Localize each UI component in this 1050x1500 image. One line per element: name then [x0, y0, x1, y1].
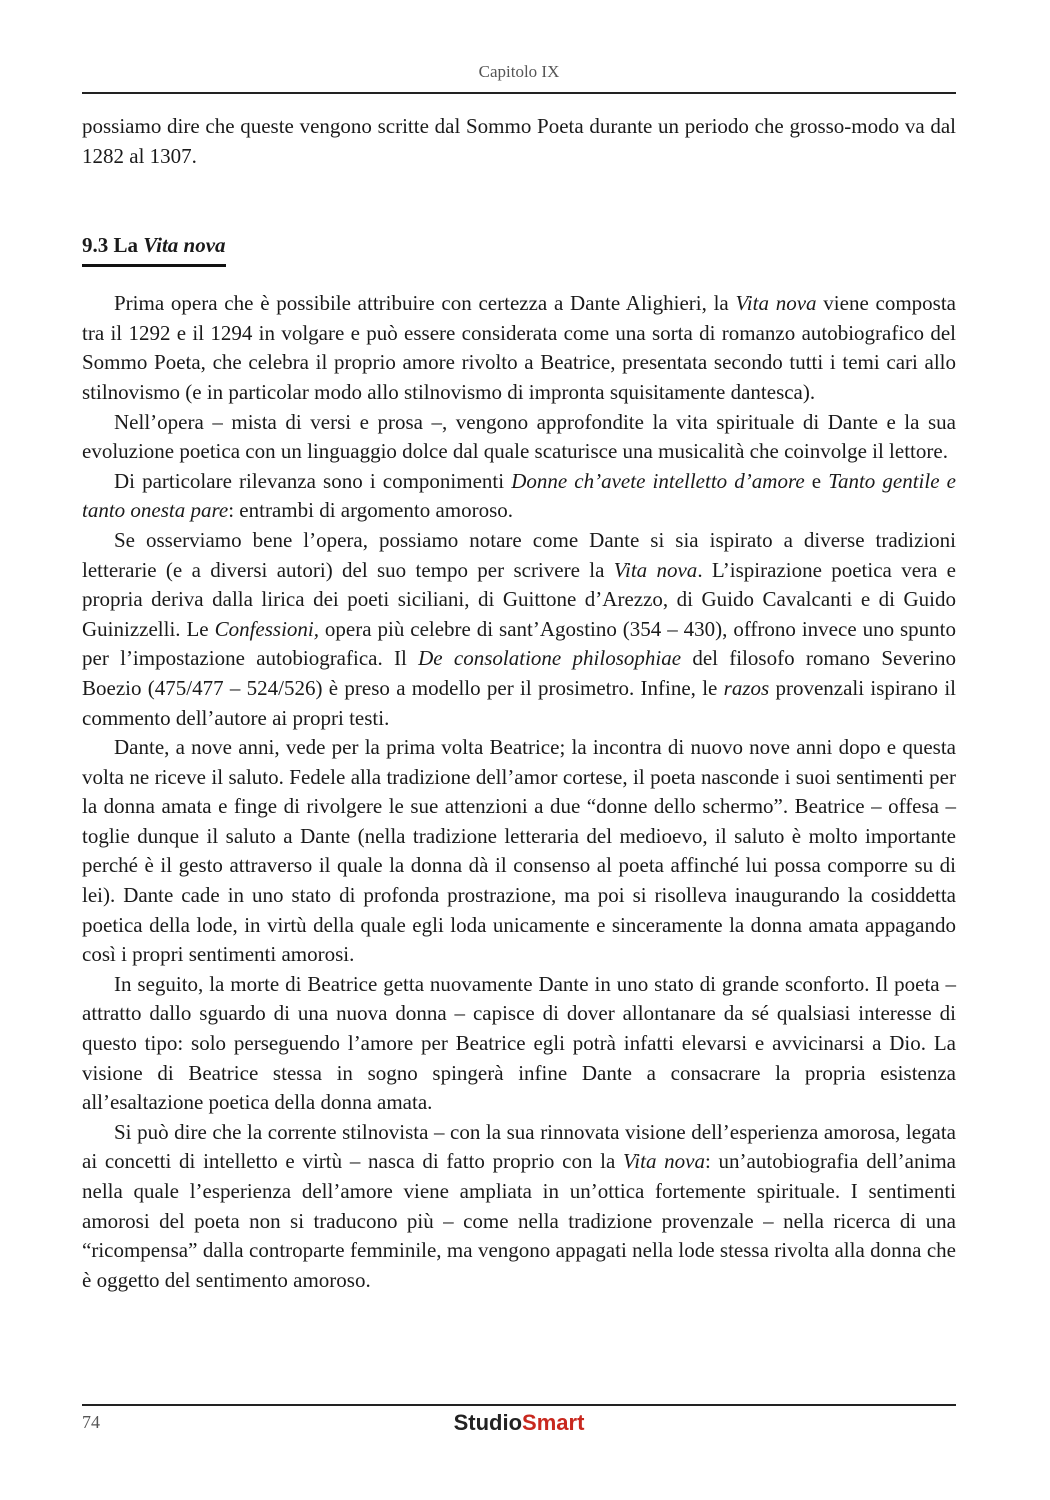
italic-title: Donne ch’avete intelletto d’amore: [511, 468, 805, 493]
text-run: Si può dire che la corrente stilnovista – con la sua rinnovata visione dell’esperienza amorosa, legata ai concetti di intelletto e virtù – nasca di fatto proprio con la: [82, 1119, 956, 1174]
text-run: : un’autobiografia dell’anima nella quale l’esperienza dell’amore viene ampliata in un’ottica fortemente spirituale. I sentimenti amorosi del poeta non si traducono più – come nella tradizione provenzale – nella ricerca di una “ricompensa” dalla controparte femminile, ma vengono appagati nella lode stessa rivolta alla donna che è oggetto del sentimento amoroso.: [82, 1149, 956, 1292]
text-run: . L’ispirazione poetica vera e propria deriva dalla lirica dei poeti siciliani, di Guittone d’Arezzo, di Guido Cavalcanti e di Guido Guinizzelli. Le: [82, 557, 956, 641]
paragraph-4: [82, 526, 956, 733]
section-number: 9.3 La: [82, 233, 144, 258]
page-footer: [82, 1404, 956, 1446]
brand-part-1: Studio: [453, 1410, 523, 1435]
text-run: Di particolare rilevanza sono i componimenti: [114, 468, 512, 493]
section-heading: [82, 233, 226, 267]
text-run: opera più celebre di sant’Agostino (354 – 430), offrono invece uno spunto per l’impostazione autobiografica. Il: [82, 616, 956, 671]
italic-term: razos: [723, 675, 770, 700]
paragraph-6: In seguito, la morte di Beatrice getta nuovamente Dante in uno stato di grande sconforto. Il poeta – attratto dallo sguardo di una nuova donna – capisce di dover allontanare da sé qualsiasi interesse di questo tipo: solo perseguendo l’amore per Beatrice egli potrà infatti elevarsi e avvicinarsi a Dio. La visione di Beatrice stessa in sogno spingerà infine Dante a consacrare la propria esistenza all’esaltazione poetica della donna amata.: [82, 971, 956, 1115]
paragraph-7: [82, 1118, 956, 1296]
section-title-italic: Vita nova: [143, 233, 226, 258]
paragraph-5: Dante, a nove anni, vede per la prima volta Beatrice; la incontra di nuovo nove anni dopo e questa volta ne riceve il saluto. Fedele alla tradizione dell’amor cortese, il poeta nasconde i suoi sentimenti per la donna amata e finge di rivolgere le sue attenzioni a due “donne dello schermo”. Beatrice – offesa – toglie dunque il saluto a Dante (nella tradizione letteraria del medioevo, il saluto è molto importante perché è il gesto attraverso il quale la donna dà il consenso al poeta affinché lui possa comporre su di lei). Dante cade in uno stato di profonda prostrazione, ma poi si risolleva inaugurando la cosiddetta poetica della lode, in virtù della quale egli loda unicamente e sinceramente la donna amata appagando così i propri sentimenti amorosi.: [82, 735, 956, 967]
text-run: provenzali ispirano il commento dell’autore ai propri testi.: [82, 675, 956, 730]
text-run: Prima opera che è possibile attribuire con certezza a Dante Alighieri, la: [114, 291, 736, 316]
brand-logo: [82, 1410, 956, 1436]
text-run: e: [804, 468, 829, 493]
chapter-title: Capitolo IX: [478, 62, 560, 81]
running-header: [82, 62, 956, 94]
paragraph-3: [82, 467, 956, 526]
italic-title: Tanto gentile e tanto onesta pare: [82, 468, 956, 523]
italic-title: Vita nova: [623, 1149, 705, 1174]
text-run: viene composta tra il 1292 e il 1294 in volgare e può essere considerata come una sorta di romanzo autobiografico del Sommo Poeta, che celebra il proprio amore rivolto a Beatrice, presentata secondo tutti i temi cari allo stilnovismo (e in particolar modo allo stilnovismo di impronta squisitamente dantesca).: [82, 291, 956, 404]
text-run: Se osserviamo bene l’opera, possiamo notare come Dante si sia ispirato a diverse tradizioni letterarie (e a diversi autori) del suo tempo per scrivere la: [82, 527, 956, 582]
italic-title: De consolatione philosophiae: [418, 646, 682, 671]
text-run: : entrambi di argomento amoroso.: [228, 498, 514, 523]
paragraph-1: [82, 289, 956, 407]
page-number: 74: [82, 1412, 100, 1432]
intro-paragraph: possiamo dire che queste vengono scritte dal Sommo Poeta durante un periodo che grosso-modo va dal 1282 al 1307.: [82, 114, 956, 168]
italic-title: Vita nova: [613, 557, 698, 582]
italic-title: Confessioni,: [214, 616, 319, 641]
brand-part-2: Smart: [522, 1410, 585, 1435]
italic-title: Vita nova: [735, 291, 817, 316]
page-body: [82, 112, 956, 1295]
paragraph-2: Nell’opera – mista di versi e prosa –, vengono approfondite la vita spirituale di Dante e la sua evoluzione poetica con un linguaggio dolce dal quale scaturisce una musicalità che coinvolge il lettore.: [82, 409, 956, 464]
text-run: del filosofo romano Severino Boezio (475/477 – 524/526) è preso a modello per il prosimetro. Infine, le: [82, 646, 956, 700]
